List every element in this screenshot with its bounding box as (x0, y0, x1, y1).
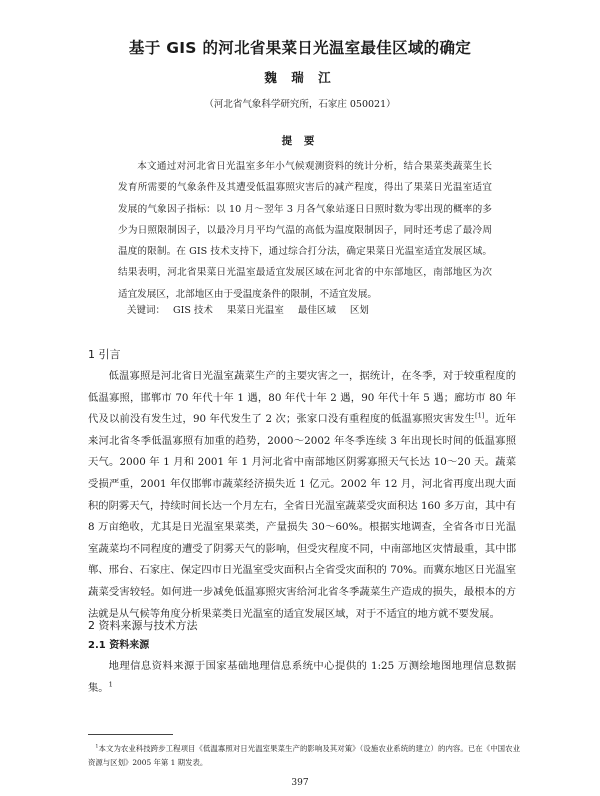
keywords-line (127, 302, 527, 316)
section-1-heading: 1 引言 (88, 348, 121, 361)
keyword: GIS 技术 (173, 305, 213, 316)
footnote-text: 本文为农业科技跨步工程项目《低温寡照对日光温室果菜生产的影响及其对策》（设施农业系统的建立）的内容。已在《中国农业资源与区划》2005 年第 1 期发表。 (88, 744, 520, 767)
paper-title: 基于 GIS 的河北省果菜日光温室最佳区域的确定 (128, 39, 472, 57)
author-affiliation: （河北省气象科学研究所，石家庄 050021） (204, 99, 396, 110)
citation-ref: [1] (475, 411, 485, 420)
section-1-text-cont: 。近年来河北省冬季低温寡照有加重的趋势，2000～2002 年冬季连续 3 年出现长时间的低温寡照天气。2000 年 1 月和 2001 年 1 月河北省中南部地区阴雾寡照天气长达 10～20 天。蔬菜受损严重，2001 年仅邯郸市蔬菜经济损失近 1 亿元。2002 年 12 月，河北省再度出现大面积的阴雾天气，持续时间长达一个月左右，全省日光温室蔬菜受灾面积达 160 多万亩，其中有 8 万亩绝收，尤其是日光温室果菜类，产量损失 30～60%。根据实地调查，全省各市日光温室蔬菜均不同程度的遭受了阴雾天气的影响，但受灾程度不同，中南部地区灾情最重，其中邯郸、邢台、石家庄、保定四市日光温室受灾面积占全省受灾面积的 70%。而冀东地区日光温室蔬菜受害较轻。如何进一步减免低温寡照灾害给河北省冬季蔬菜生产造成的损失，最根本的方法就是从气候等角度分析果菜类日光温室的适宜发展区域，对于不适宜的地方就不要发展。 (88, 413, 516, 620)
footnote (88, 742, 520, 770)
footnote-ref: 1 (108, 680, 113, 689)
keyword: 最佳区域 (297, 305, 336, 316)
author-name: 魏 瑞 江 (264, 70, 336, 85)
section-2-1-heading: 2.1 资料来源 (88, 640, 150, 651)
keyword: 果菜日光温室 (226, 305, 284, 316)
footnote-mark: 1 (95, 744, 99, 750)
keywords-label: 关键词： (127, 305, 166, 316)
section-2-heading: 2 资料来源与技术方法 (88, 619, 198, 632)
abstract-text: 本文通过对河北省日光温室多年小气候观测资料的统计分析，结合果菜类蔬菜生长发育所需要的气象条件及其遭受低温寡照灾害后的减产程度，得出了果菜日光温室适宜发展的气象因子指标：以 10 月～翌年 3 月各气象站逐日日照时数为零出现的概率的多少为日照限制因子，以最冷月月平均气温的高低为温度限制因子，同时还考虑了最冷周温度的限制。在 GIS 技术支持下，通过综合打分法，确定果菜日光温室适宜发展区域。结果表明，河北省果菜日光温室最适宜发展区域在河北省的中东部地区，南部地区为次适宜发展区，北部地区由于受温度条件的限制，不适宜发展。 (118, 161, 492, 300)
page-number: 397 (291, 778, 309, 788)
abstract-heading: 提 要 (281, 135, 319, 147)
section-1-text: 低温寡照是河北省日光温室蔬菜生产的主要灾害之一，据统计，在冬季，对于较重程度的低温寡照，邯郸市 70 年代十年 1 遇，80 年代十年 2 遇，90 年代十年 5 遇；廊坊市 80 年代及以前没有发生过，90 年代发生了 2 次；张家口没有重程度的低温寡照灾害发生 (88, 370, 516, 426)
section-2-1-body (88, 655, 516, 699)
section-1-body (88, 366, 516, 625)
footnote-divider (88, 734, 173, 735)
keyword: 区划 (349, 305, 369, 316)
section-2-1-text: 地理信息资料来源于国家基础地理信息系统中心提供的 1:25 万测绘地图地理信息数据集。 (88, 660, 516, 694)
